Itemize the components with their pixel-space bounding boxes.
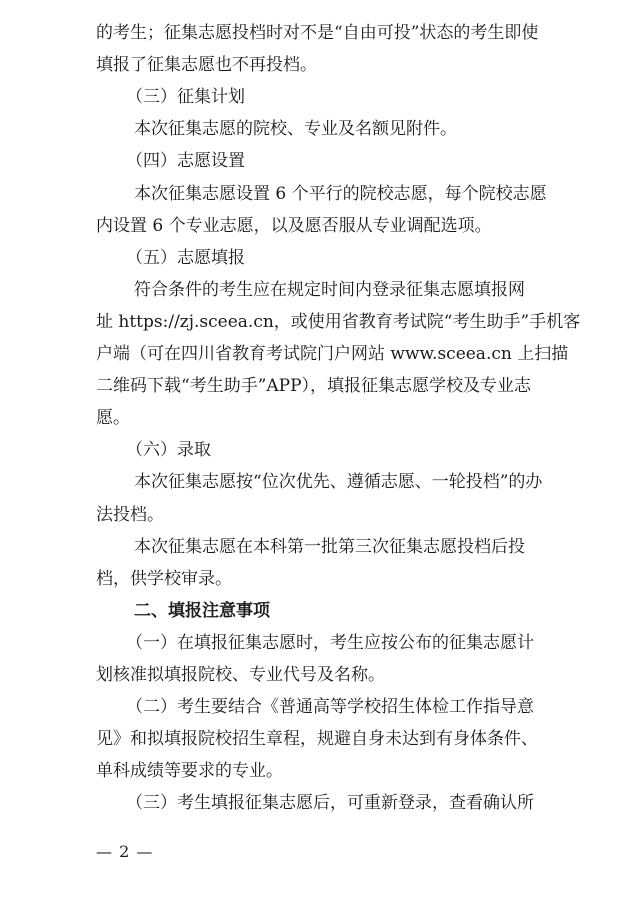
- section-heading-bold: 二、填报注意事项: [134, 601, 270, 621]
- paragraph-line: 址 https://zj.sceea.cn，或使用省教育考试院“考生助手”手机客: [96, 312, 581, 332]
- paragraph-line: （三）考生填报征集志愿后，可重新登录，查看确认所: [126, 793, 534, 813]
- section-heading: （三）征集计划: [126, 87, 245, 107]
- paragraph-line: 的考生；征集志愿投档时对不是“自由可投”状态的考生即使: [96, 23, 539, 43]
- paragraph-line: （一）在填报征集志愿时，考生应按公布的征集志愿计: [126, 633, 534, 653]
- paragraph-line: 本次征集志愿设置 6 个平行的院校志愿，每个院校志愿: [134, 184, 547, 204]
- paragraph-line: 愿。: [96, 408, 130, 428]
- paragraph-line: 档，供学校审录。: [96, 569, 232, 589]
- section-heading: （四）志愿设置: [126, 151, 245, 171]
- paragraph-line: 划核准拟填报院校、专业代号及名称。: [96, 665, 385, 685]
- paragraph-line: 本次征集志愿按“位次优先、遵循志愿、一轮投档”的办: [134, 472, 543, 492]
- paragraph-line: 单科成绩等要求的专业。: [96, 761, 283, 781]
- section-heading: （六）录取: [126, 440, 211, 460]
- paragraph-line: 符合条件的考生应在规定时间内登录征集志愿填报网: [134, 280, 525, 300]
- paragraph-line: 本次征集志愿的院校、专业及名额见附件。: [134, 119, 457, 139]
- paragraph-line: （二）考生要结合《普通高等学校招生体检工作指导意: [126, 697, 534, 717]
- paragraph-line: 二维码下载“考生助手”APP），填报征集志愿学校及专业志: [96, 376, 532, 396]
- paragraph-line: 户端（可在四川省教育考试院门户网站 www.sceea.cn 上扫描: [96, 344, 569, 364]
- paragraph-line: 内设置 6 个专业志愿，以及愿否服从专业调配选项。: [96, 216, 492, 236]
- paragraph-line: 见》和拟填报院校招生章程，规避自身未达到有身体条件、: [96, 729, 538, 749]
- section-heading: （五）志愿填报: [126, 248, 245, 268]
- paragraph-line: 本次征集志愿在本科第一批第三次征集志愿投档后投: [134, 537, 525, 557]
- page-number: — 2 —: [96, 842, 154, 861]
- paragraph-line: 法投档。: [96, 505, 164, 525]
- paragraph-line: 填报了征集志愿也不再投档。: [96, 55, 317, 75]
